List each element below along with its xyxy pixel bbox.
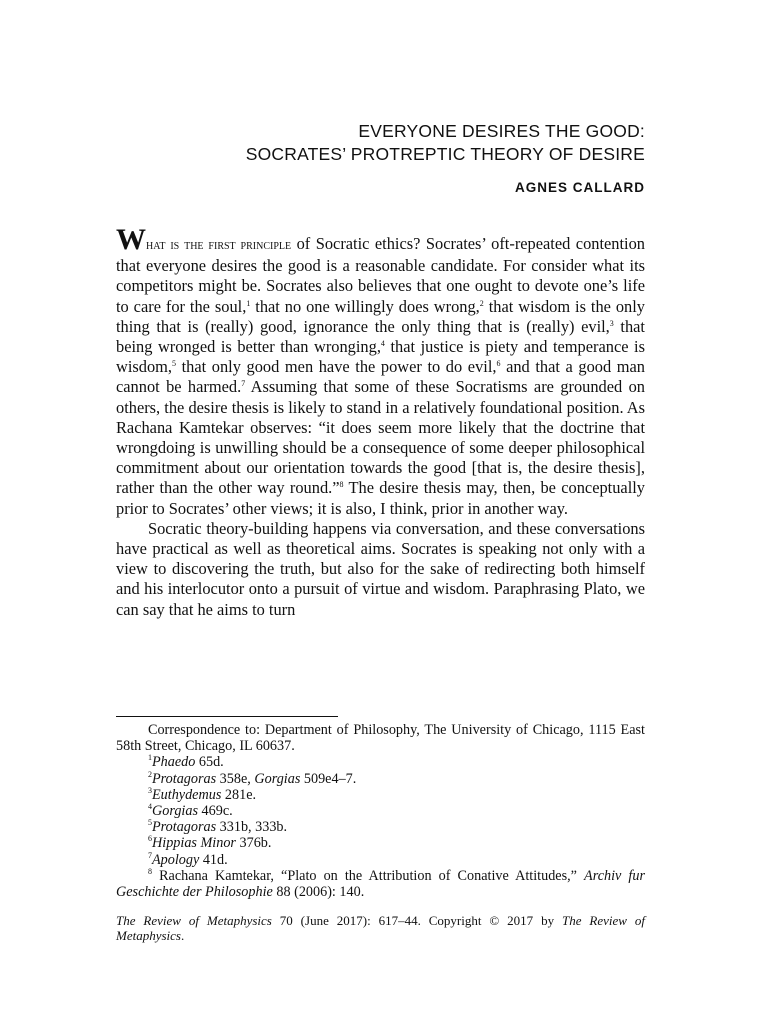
publication-details: 70 (June 2017): 617–44. Copyright © 2017 by [271,913,563,928]
text-segment: of Socratic ethics? Socrates’ oft-repeated contention that everyone desires the good is a reasonable candidate. For consider what its competitors might be. Socrates also believes that one ought to devote one’s life to care for the soul, [116,234,645,316]
text-segment: that wisdom is the only thing that is (really) good, ignorance the only thing that is (really) evil, [116,296,646,336]
paragraph-1 [116,223,646,519]
footnote-1: $^1$Phaedo 65d. [148,753,224,771]
footnote-rule [116,716,338,717]
footnote-ref: 6 [496,359,501,369]
footnote-ref: 3 [609,318,614,328]
text-segment: The desire thesis may, then, be conceptually prior to Socrates’ other views; it is also, I think, prior in another way. [116,478,645,518]
title-line-2: SOCRATES’ PROTREPTIC THEORY OF DESIRE [245,144,645,164]
text-segment: Assuming that some of these Socratisms are grounded on others, the desire thesis is likely to stand in a relatively foundational position. As Rachana Kamtekar observes: “it does seem more likely that the doctrine that wrongdoing is unwilling should be a consequence of some deeper philosophical commitment about our orientation towards the good [that is, the desire thesis], rather than the other way round.” [116,377,645,498]
paragraph-2: Socratic theory-building happens via conversation, and these conversations have practical as well as theoretical aims. Socrates is speaking not only with a view to discovering the truth, but also for the sake of redirecting both himself and his interlocutor onto a pursuit of virtue and wisdom. Paraphrasing Plato, we can say that he aims to turn [116,518,645,619]
article-body [116,223,646,620]
footnote-4: $^4$Gorgias 469c. [148,802,233,820]
text-segment: that justice is piety and temperance is wisdom, [116,337,645,377]
text-segment: that no one willingly does wrong, [250,296,480,316]
text-segment: that being wronged is better than wronging, [116,316,645,357]
footnote-6: $^6$Hippias Minor 376b. [148,834,272,852]
footnote-ref: 2 [479,298,484,308]
author-name: AGNES CALLARD [515,180,645,195]
footnote-correspondence: Correspondence to: Department of Philosophy, The University of Chicago, 1115 East 58th Street, Chicago, IL 60637. [116,722,645,755]
journal-name-copyright: The Review of Metaphysics [116,913,645,943]
article-title [246,120,645,166]
text-segment: that only good men have the power to do evil, [176,357,497,377]
footnote-7: $^7$Apology 41d. [148,850,228,868]
footnote-5: $^5$Protagoras 331b, 333b. [148,818,288,836]
footnote-ref: 8 [339,480,344,490]
footnote-8: $^8$ Rachana Kamtekar, “Plato on the Attribution of Conative Attitudes,” Archiv fur Geschichte der Philosophie 88 (2006): 140. [116,866,645,901]
text-segment: and that a good man cannot be harmed. [116,357,646,397]
publication-info: The Review of Metaphysics 70 (June 2017): 617–44. Copyright © 2017 by The Review of Metaphysics. [116,913,645,943]
footnote-3: $^3$Euthydemus 281e. [148,785,257,803]
footnotes [116,722,645,900]
title-line-1: EVERYONE DESIRES THE GOOD: [358,121,645,141]
drop-cap: W [116,223,146,256]
journal-name: The Review of Metaphysics [116,913,272,928]
smallcaps-lead: hat is the first principle [146,238,292,253]
footnote-ref: 1 [246,298,251,308]
footnote-ref: 7 [241,379,246,389]
footnote-ref: 4 [380,339,385,349]
footnote-ref: 5 [172,359,177,369]
footnote-2: $^2$Protagoras 358e, Gorgias 509e4–7. [148,769,357,787]
